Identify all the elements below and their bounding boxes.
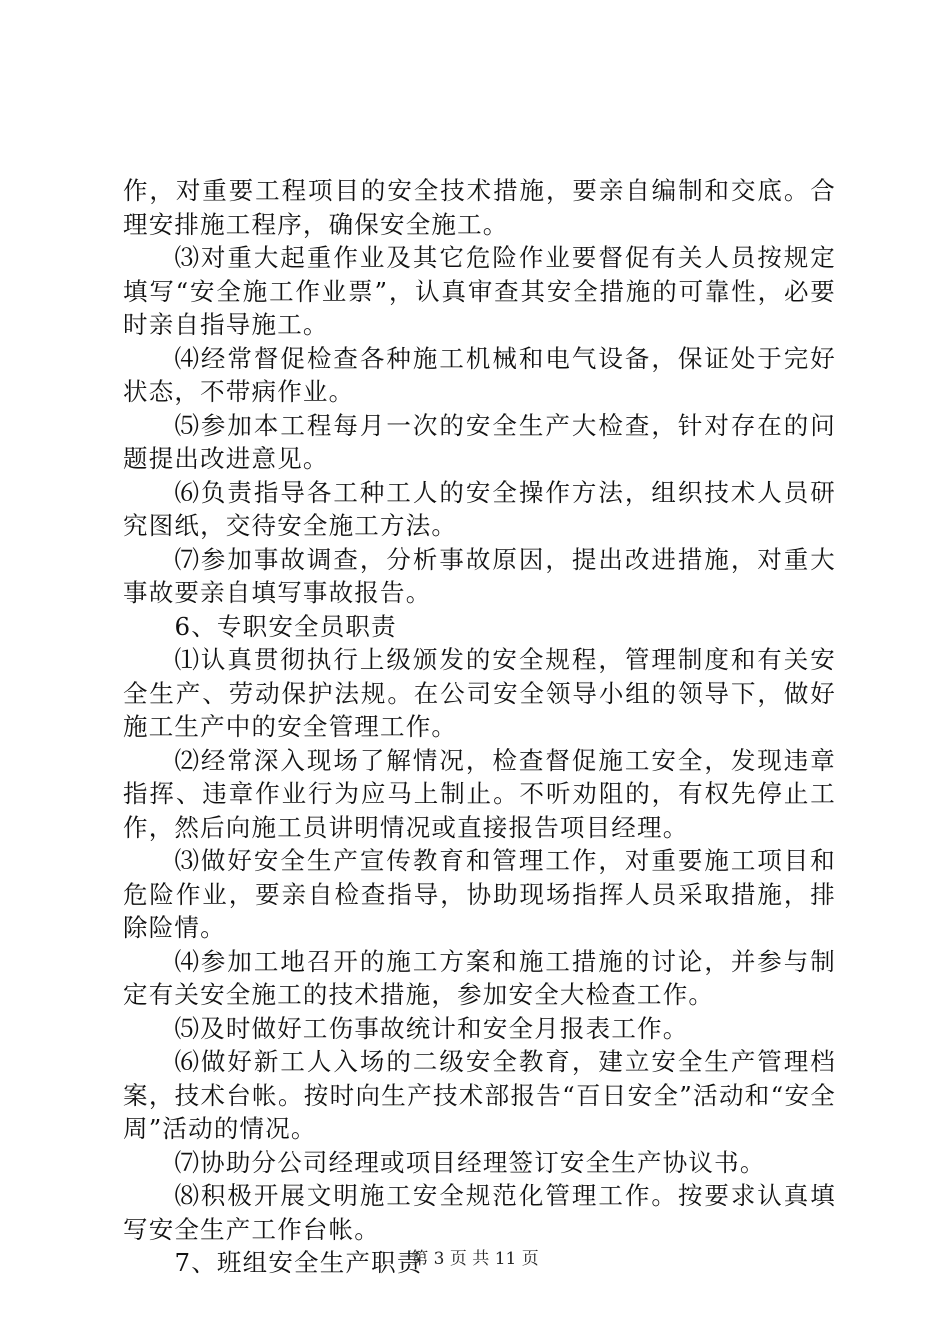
document-body: [123, 174, 836, 1280]
paragraph-14: ⑻积极开展文明施工安全规范化管理工作。按要求认真填写安全生产工作台帐。: [123, 1181, 836, 1244]
section-heading-7: 7、班组安全生产职责: [174, 1248, 423, 1277]
paragraph-1: ⑶对重大起重作业及其它危险作业要督促有关人员按规定填写“安全施工作业票”，认真审查其安全措施的可靠性，必要时亲自指导施工。: [123, 243, 836, 339]
section-heading-6: 6、专职安全员职责: [174, 611, 397, 641]
page-footer: [0, 1244, 950, 1269]
paragraph-3: ⑸参加本工程每月一次的安全生产大检查，针对存在的问题提出改进意见。: [123, 410, 836, 473]
paragraph-0: 作，对重要工程项目的安全技术措施，要亲自编制和交底。合理安排施工程序，确保安全施工。: [123, 176, 836, 239]
paragraph-2: ⑷经常督促检查各种施工机械和电气设备，保证处于完好状态，不带病作业。: [123, 343, 836, 406]
paragraph-7: ⑴认真贯彻执行上级颁发的安全规程，管理制度和有关安全生产、劳动保护法规。在公司安全领导小组的领导下，做好施工生产中的安全管理工作。: [123, 645, 836, 741]
page-number-label: 第 3 页 共 11 页: [411, 1249, 539, 1269]
paragraph-13: ⑺协助分公司经理或项目经理签订安全生产协议书。: [174, 1147, 766, 1177]
paragraph-4: ⑹负责指导各工种工人的安全操作方法，组织技术人员研究图纸，交待安全施工方法。: [123, 477, 836, 540]
paragraph-9: ⑶做好安全生产宣传教育和管理工作，对重要施工项目和危险作业，要亲自检查指导，协助现场指挥人员采取措施，排除险情。: [123, 846, 836, 942]
paragraph-12: ⑹做好新工人入场的二级安全教育，建立安全生产管理档案，技术台帐。按时向生产技术部报告“百日安全”活动和“安全周”活动的情况。: [123, 1047, 836, 1143]
paragraph-11: ⑸及时做好工伤事故统计和安全月报表工作。: [174, 1013, 689, 1043]
paragraph-10: ⑷参加工地召开的施工方案和施工措施的讨论，并参与制定有关安全施工的技术措施，参加安全大检查工作。: [123, 946, 836, 1009]
paragraph-8: ⑵经常深入现场了解情况，检查督促施工安全，发现违章指挥、违章作业行为应马上制止。不听劝阻的，有权先停止工作，然后向施工员讲明情况或直接报告项目经理。: [123, 745, 836, 842]
paragraph-5: ⑺参加事故调查，分析事故原因，提出改进措施，对重大事故要亲自填写事故报告。: [123, 544, 836, 607]
